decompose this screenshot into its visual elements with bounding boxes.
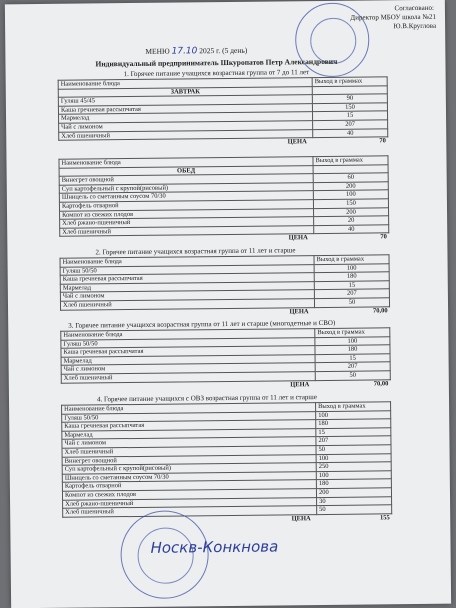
section-title: 1. Горячее питание учащихся возрастная группа от 7 до 11 лет — [123, 68, 310, 79]
dish-yield: 15 — [312, 111, 387, 120]
menu-prefix: МЕНЮ — [145, 46, 170, 56]
approval-block — [290, 4, 440, 33]
dish-name: Чай с лимоном — [62, 437, 316, 448]
dish-yield: 250 — [316, 462, 391, 471]
dish-name: Винегрет овощной — [59, 174, 313, 185]
dish-yield: 150 — [312, 103, 387, 112]
dish-name: Шницель со сметанным соусом 70/30 — [59, 191, 313, 202]
dish-yield: 30 — [317, 496, 392, 505]
dish-name: Мармелад — [61, 354, 315, 365]
dish-name: Чай с лимоном — [61, 363, 315, 374]
menu-suffix: 2025 г. (5 день) — [199, 45, 248, 56]
header-yield: Выход в граммах — [315, 328, 390, 337]
header-dish-name: Наименование блюда — [62, 403, 316, 414]
dish-name: Гуляш 50/50 — [61, 337, 315, 348]
dish-yield: 180 — [315, 345, 390, 354]
dish-name: Хлеб пшеничный — [60, 225, 314, 236]
header-yield: Выход в граммах — [316, 402, 391, 411]
dish-name: Мармелад — [60, 281, 314, 292]
dish-yield: 200 — [316, 488, 391, 497]
dish-name: Гуляш 50/50 — [62, 411, 316, 422]
meal-label: ЗАВТРАК — [58, 86, 312, 97]
document-page — [5, 0, 451, 608]
price-value: 155 — [379, 514, 390, 522]
dish-name: Суп картофельный с крупой(рисовый) — [62, 463, 316, 474]
dish-yield: 15 — [314, 281, 389, 290]
dish-name: Хлеб пшеничный — [62, 446, 316, 457]
dish-yield: 207 — [313, 120, 388, 129]
dish-name: Хлеб ржано-пшеничный — [63, 497, 317, 508]
menu-table — [58, 76, 389, 148]
approval-line-1: Согласовано: — [394, 3, 434, 13]
entrepreneur-heading: Индивидуальный предприниматель Шкуропатов Петр Александрович — [95, 56, 338, 69]
header-dish-name: Наименование блюда — [59, 157, 313, 168]
dish-yield: 100 — [315, 336, 390, 345]
dish-yield: 207 — [316, 436, 391, 445]
dish-yield: 15 — [316, 428, 391, 437]
dish-yield: 200 — [314, 207, 389, 216]
dish-yield: 15 — [315, 354, 390, 363]
dish-name: Мармелад — [62, 428, 316, 439]
dish-name: Компот из свежих плодов — [62, 489, 316, 500]
dish-yield: 150 — [313, 199, 388, 208]
dish-yield: 40 — [313, 128, 388, 137]
menu-title — [145, 46, 247, 57]
menu-table — [58, 155, 389, 244]
dish-name: Чай с лимоном — [60, 290, 314, 301]
dish-name: Картофель отварной — [62, 480, 316, 491]
dish-yield: 60 — [313, 173, 388, 182]
section-title: 4. Горячее питание учащихся с ОВЗ возрастная группа от 11 лет и старше — [96, 393, 317, 404]
menu-table — [60, 327, 391, 391]
dish-name: Суп картофельный с крупой(рисовый) — [59, 182, 313, 193]
dish-yield: 100 — [316, 471, 391, 480]
dish-yield: 180 — [316, 479, 391, 488]
price-value: 70,00 — [373, 379, 389, 388]
dish-name: Картофель отварной — [59, 200, 313, 211]
dish-name: Гуляш 45/45 — [58, 95, 312, 106]
approval-line-2: Директор МБОУ школа №21 — [350, 12, 437, 22]
header-yield: Выход в граммах — [313, 156, 388, 165]
dish-yield: 50 — [314, 298, 389, 307]
section-title: 3. Горячее питание учащихся возрастная группа от 11 лет и старше (многодетные и СВО) — [68, 318, 336, 330]
dish-name: Хлеб пшеничный — [63, 506, 317, 517]
price-label: ЦЕНА — [287, 138, 307, 146]
price-label: ЦЕНА — [289, 307, 309, 316]
approval-line-3: Ю.В.Круглова — [393, 21, 437, 31]
dish-yield: 50 — [316, 445, 391, 454]
price-value: 70,00 — [372, 306, 388, 315]
meal-label: ОБЕД — [59, 165, 313, 176]
dish-yield: 90 — [312, 94, 387, 103]
price-label: ЦЕНА — [288, 234, 308, 242]
dish-name: Хлеб ржано-пшеничный — [60, 217, 314, 228]
header-yield: Выход в граммах — [312, 77, 387, 86]
dish-name: Каша гречневая рассыпчатая — [62, 420, 316, 431]
menu-table — [60, 254, 391, 318]
dish-yield: 100 — [313, 190, 388, 199]
price-label: ЦЕНА — [290, 380, 310, 389]
dish-yield: 207 — [314, 289, 389, 298]
header-yield: Выход в граммах — [314, 255, 389, 264]
dish-yield: 180 — [316, 419, 391, 428]
dish-yield: 100 — [316, 410, 391, 419]
dish-name: Хлеб пшеничный — [61, 372, 315, 383]
dish-name: Чай с лимоном — [59, 121, 313, 132]
dish-yield: 180 — [314, 272, 389, 281]
header-dish-name: Наименование блюда — [58, 78, 312, 89]
dish-name: Шницель со сметанным соусом 70/30 — [62, 471, 316, 482]
dish-yield: 100 — [314, 263, 389, 272]
price-label: ЦЕНА — [291, 514, 311, 523]
header-dish-name: Наименование блюда — [61, 329, 315, 340]
dish-name: Каша гречневая рассыпчатая — [58, 103, 312, 114]
dish-name: Каша гречневая рассыпчатая — [61, 346, 315, 357]
dish-name: Мармелад — [59, 112, 313, 123]
dish-yield: 207 — [315, 362, 390, 371]
dish-name: Компот из свежих плодов — [60, 208, 314, 219]
menu-day-handwritten: 17.10 — [171, 46, 198, 57]
dish-yield: 50 — [315, 371, 390, 380]
dish-yield: 20 — [314, 216, 389, 225]
price-value: 70 — [379, 137, 386, 145]
header-dish-name: Наименование блюда — [60, 256, 314, 267]
dish-yield: 200 — [313, 182, 388, 191]
dish-yield: 100 — [316, 453, 391, 462]
menu-table — [61, 401, 392, 525]
dish-name: Гуляш 50/50 — [60, 264, 314, 275]
dish-name: Винегрет овощной — [62, 454, 316, 465]
dish-yield: 40 — [314, 225, 389, 234]
dish-name: Хлеб пшеничный — [60, 299, 314, 310]
price-value: 70 — [380, 233, 387, 241]
section-title: 2. Горячее питание учащихся возрастная группа от 11 лет и старше — [95, 246, 296, 257]
dish-yield: 50 — [317, 505, 392, 514]
dish-name: Каша гречневая рассыпчатая — [60, 273, 314, 284]
signature-bottom: Носкв-Конкнова — [150, 537, 279, 557]
dish-name: Хлеб пшеничный — [59, 129, 313, 140]
